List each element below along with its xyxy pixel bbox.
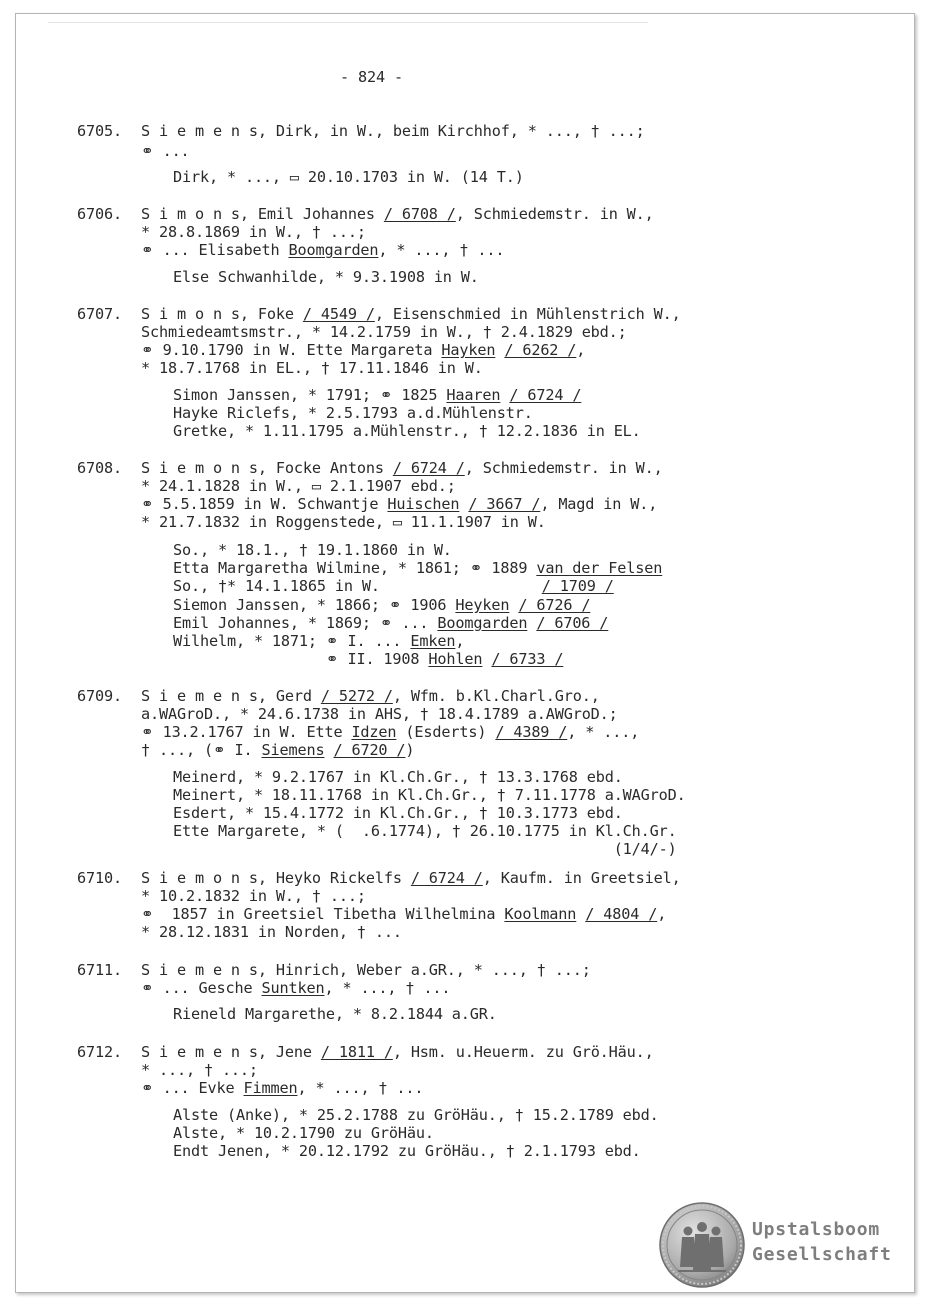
entry-line: S i m o n s, Foke / 4549 /, Eisenschmied in Mühlenstrich W., <box>141 305 681 323</box>
child-line: Rieneld Margarethe, * 8.2.1844 a.GR. <box>173 1005 497 1023</box>
brand-line-1: Upstalsboom <box>752 1219 881 1240</box>
entry-number: 6710. <box>77 869 122 887</box>
surname: Suntken <box>261 979 325 997</box>
child-line: Ette Margarete, * ( .6.1774), † 26.10.1775 in Kl.Ch.Gr. <box>173 822 677 840</box>
cross-reference: / 4389 / <box>495 723 568 741</box>
entry-line: ⚭ ... Gesche Suntken, * ..., † ... <box>141 979 451 997</box>
cross-reference: / 1811 / <box>320 1043 393 1061</box>
surname: Idzen <box>351 723 397 741</box>
entry-line: * ..., † ...; <box>141 1061 258 1079</box>
child-line: (1/4/-) <box>173 840 677 858</box>
cross-reference: / 4804 / <box>585 905 658 923</box>
child-line: Alste, * 10.2.1790 zu GröHäu. <box>173 1124 434 1142</box>
entry-line: S i e m e n s, Dirk, in W., beim Kirchhof, * ..., † ...; <box>141 122 645 140</box>
child-line: So., †* 14.1.1865 in W. / 1709 / <box>173 577 614 595</box>
surname: Koolmann <box>504 905 577 923</box>
entry-line: ⚭ ... Elisabeth Boomgarden, * ..., † ... <box>141 241 505 259</box>
child-line: Meinert, * 18.11.1768 in Kl.Ch.Gr., † 7.11.1778 a.WAGroD. <box>173 786 686 804</box>
entry-number: 6709. <box>77 687 122 705</box>
entry-line: S i e m o n s, Heyko Rickelfs / 6724 /, Kaufm. in Greetsiel, <box>141 869 681 887</box>
page-number: - 824 - <box>340 68 403 86</box>
surname: Hohlen <box>428 650 483 668</box>
surname: Huischen <box>387 495 460 513</box>
entry-number: 6712. <box>77 1043 122 1061</box>
entry-number: 6711. <box>77 961 122 979</box>
child-line: Dirk, * ..., ▭ 20.10.1703 in W. (14 T.) <box>173 168 524 186</box>
entry-line: * 21.7.1832 in Roggenstede, ▭ 11.1.1907 in W. <box>141 513 546 531</box>
surname: Fimmen <box>243 1079 298 1097</box>
child-line: Else Schwanhilde, * 9.3.1908 in W. <box>173 268 479 286</box>
child-line: Siemon Janssen, * 1866; ⚭ 1906 Heyken / 6726 / <box>173 596 591 614</box>
entry-line: * 24.1.1828 in W., ▭ 2.1.1907 ebd.; <box>141 477 456 495</box>
entry-number: 6705. <box>77 122 122 140</box>
cross-reference: / 3667 / <box>468 495 541 513</box>
entry-line: ⚭ 5.5.1859 in W. Schwantje Huischen / 3667 /, Magd in W., <box>141 495 658 513</box>
entry-line: ⚭ 1857 in Greetsiel Tibetha Wilhelmina Koolmann / 4804 /, <box>141 905 667 923</box>
cross-reference: / 6720 / <box>333 741 406 759</box>
entry-line: S i e m e n s, Hinrich, Weber a.GR., * ..., † ...; <box>141 961 591 979</box>
cross-reference: / 6724 / <box>392 459 465 477</box>
surname: Boomgarden <box>437 614 528 632</box>
child-line: Gretke, * 1.11.1795 a.Mühlenstr., † 12.2.1836 in EL. <box>173 422 641 440</box>
entry-line: S i e m e n s, Gerd / 5272 /, Wfm. b.Kl.Charl.Gro., <box>141 687 600 705</box>
cross-reference: / 5272 / <box>320 687 393 705</box>
cross-reference: / 6262 / <box>504 341 577 359</box>
entry-line: * 28.12.1831 in Norden, † ... <box>141 923 402 941</box>
child-line: Emil Johannes, * 1869; ⚭ ... Boomgarden / 6706 / <box>173 614 609 632</box>
brand-line-2: Gesellschaft <box>752 1244 892 1265</box>
surname: Hayken <box>441 341 496 359</box>
child-line: Etta Margaretha Wilmine, * 1861; ⚭ 1889 van der Felsen <box>173 559 663 577</box>
surname: Heyken <box>455 596 510 614</box>
child-line: Hayke Riclefs, * 2.5.1793 a.d.Mühlenstr. <box>173 404 533 422</box>
cross-reference: / 1709 / <box>541 577 614 595</box>
society-seal-icon <box>658 1201 746 1289</box>
entry-line: * 10.2.1832 in W., † ...; <box>141 887 366 905</box>
surname: van der Felsen <box>536 559 663 577</box>
society-branding <box>752 1217 892 1267</box>
entry-number: 6707. <box>77 305 122 323</box>
entry-line: † ..., (⚭ I. Siemens / 6720 /) <box>141 741 415 759</box>
surname: Haaren <box>446 386 501 404</box>
entry-line: * 18.7.1768 in EL., † 17.11.1846 in W. <box>141 359 483 377</box>
entry-line: S i e m o n s, Focke Antons / 6724 /, Schmiedemstr. in W., <box>141 459 663 477</box>
cross-reference: / 4549 / <box>302 305 375 323</box>
surname: Emken <box>410 632 456 650</box>
child-line: Simon Janssen, * 1791; ⚭ 1825 Haaren / 6724 / <box>173 386 582 404</box>
entry-line: * 28.8.1869 in W., † ...; <box>141 223 366 241</box>
cross-reference: / 6733 / <box>491 650 564 668</box>
entry-line: S i e m e n s, Jene / 1811 /, Hsm. u.Heuerm. zu Grö.Häu., <box>141 1043 654 1061</box>
entry-line: ⚭ 9.10.1790 in W. Ette Margareta Hayken / 6262 /, <box>141 341 586 359</box>
entry-number: 6706. <box>77 205 122 223</box>
entry-line: S i m o n s, Emil Johannes / 6708 /, Schmiedemstr. in W., <box>141 205 654 223</box>
child-line: Esdert, * 15.4.1772 in Kl.Ch.Gr., † 10.3.1773 ebd. <box>173 804 623 822</box>
cross-reference: / 6726 / <box>518 596 591 614</box>
entry-number: 6708. <box>77 459 122 477</box>
child-line: So., * 18.1., † 19.1.1860 in W. <box>173 541 452 559</box>
child-line: Meinerd, * 9.2.1767 in Kl.Ch.Gr., † 13.3.1768 ebd. <box>173 768 623 786</box>
cross-reference: / 6708 / <box>383 205 456 223</box>
child-line: ⚭ II. 1908 Hohlen / 6733 / <box>173 650 564 668</box>
child-line: Alste (Anke), * 25.2.1788 zu GröHäu., † 15.2.1789 ebd. <box>173 1106 659 1124</box>
entry-line: ⚭ ... <box>141 142 190 160</box>
child-line: Wilhelm, * 1871; ⚭ I. ... Emken, <box>173 632 465 650</box>
child-line: Endt Jenen, * 20.12.1792 zu GröHäu., † 2.1.1793 ebd. <box>173 1142 641 1160</box>
entry-line: Schmiedeamtsmstr., * 14.2.1759 in W., † 2.4.1829 ebd.; <box>141 323 627 341</box>
entry-line: ⚭ ... Evke Fimmen, * ..., † ... <box>141 1079 424 1097</box>
surname: Siemens <box>261 741 325 759</box>
cross-reference: / 6724 / <box>509 386 582 404</box>
entry-line: ⚭ 13.2.1767 in W. Ette Idzen (Esderts) / 4389 /, * ..., <box>141 723 640 741</box>
entry-line: a.WAGroD., * 24.6.1738 in AHS, † 18.4.1789 a.AWGroD.; <box>141 705 618 723</box>
surname: Boomgarden <box>288 241 379 259</box>
cross-reference: / 6706 / <box>536 614 609 632</box>
cross-reference: / 6724 / <box>410 869 483 887</box>
